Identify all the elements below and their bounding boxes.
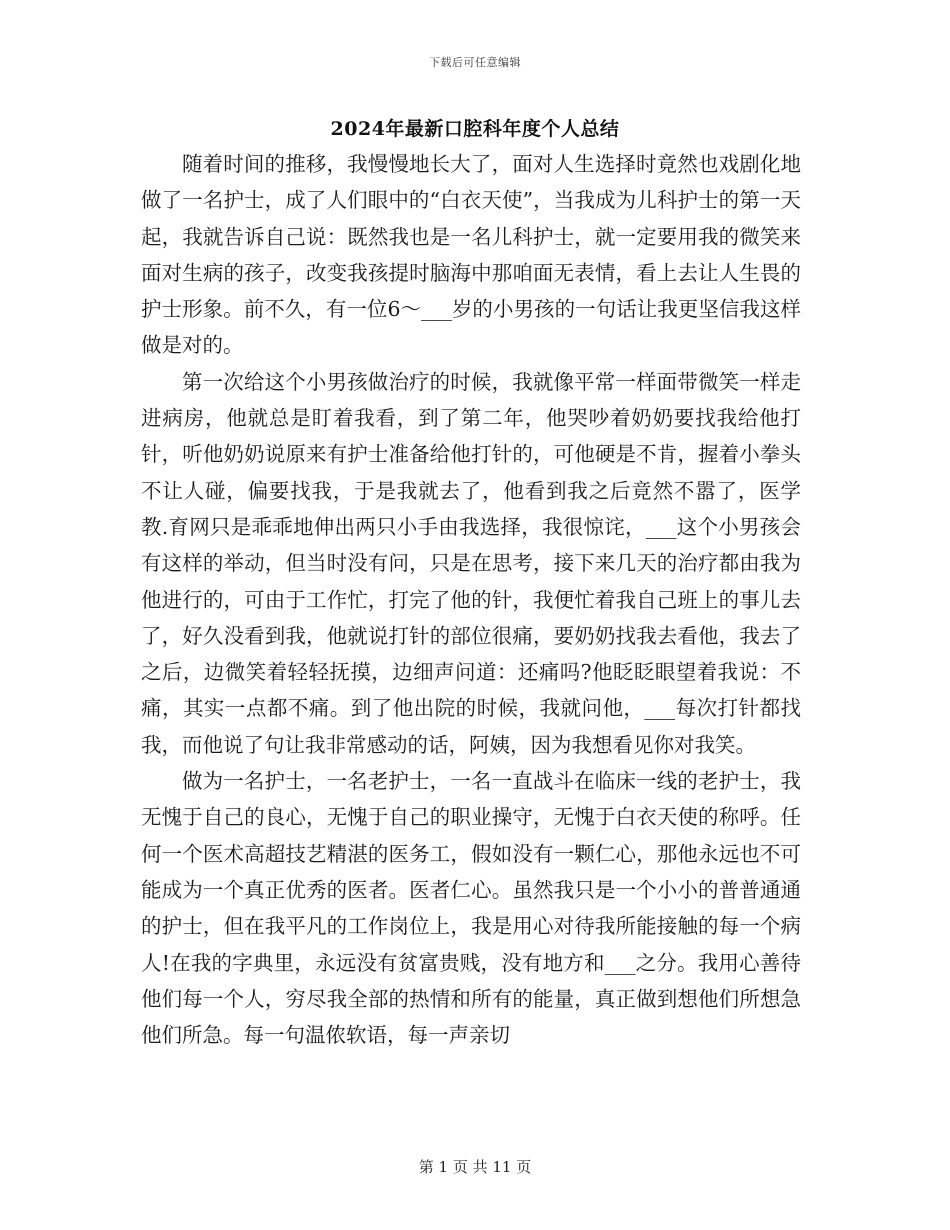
document-body — [141, 146, 801, 1053]
document-title: 2024年最新口腔科年度个人总结 — [330, 118, 620, 140]
paragraph-2: 第一次给这个小男孩做治疗的时候，我就像平常一样面带微笑一样走进病房，他就总是盯着我看，到了第二年，他哭吵着奶奶要找我给他打针，听他奶奶说原来有护士准备给他打针的，可他硬是不肯，握着小拳头不让人碰，偏要找我，于是我就去了，他看到我之后竟然不嚣了，医学教.育网只是乖乖地伸出两只小手由我选择，我很惊诧，___这个小男孩会有这样的举动，但当时没有问，只是在思考，接下来几天的治疗都由我为他进行的，可由于工作忙，打完了他的针，我便忙着我自己班上的事儿去了，好久没看到我，他就说打针的部位很痛，要奶奶找我去看他，我去了之后，边微笑着轻轻抚摸，边细声问道：还痛吗?他眨眨眼望着我说：不痛，其实一点都不痛。到了他出院的时候，我就问他，___每次打针都找我，而他说了句让我非常感动的话，阿姨，因为我想看见你对我笑。 — [141, 369, 801, 757]
paragraph-3: 做为一名护士，一名老护士，一名一直战斗在临床一线的老护士，我无愧于自己的良心，无愧于自己的职业操守，无愧于白衣天使的称呼。任何一个医术高超技艺精湛的医务工，假如没有一颗仁心，那他永远也不可能成为一个真正优秀的医者。医者仁心。虽然我只是一个小小的普普通通的护士，但在我平凡的工作岗位上，我是用心对待我所能接触的每一个病人!在我的字典里，永远没有贫富贵贱，没有地方和___之分。我用心善待他们每一个人，穷尽我全部的热情和所有的能量，真正做到想他们所想急他们所急。每一句温侬软语，每一声亲切 — [141, 769, 801, 1048]
header-note: 下载后可任意编辑 — [429, 56, 521, 69]
page-footer: 第 1 页 共 11 页 — [418, 1158, 532, 1176]
paragraph-1: 随着时间的推移，我慢慢地长大了，面对人生选择时竟然也戏剧化地做了一名护士，成了人们眼中的“白衣天使”，当我成为儿科护士的第一天起，我就告诉自己说：既然我也是一名儿科护士，就一定要用我的微笑来面对生病的孩子，改变我孩提时脑海中那咱面无表情，看上去让人生畏的护士形象。前不久，有一位6～___岁的小男孩的一句话让我更坚信我这样做是对的。 — [141, 152, 801, 358]
